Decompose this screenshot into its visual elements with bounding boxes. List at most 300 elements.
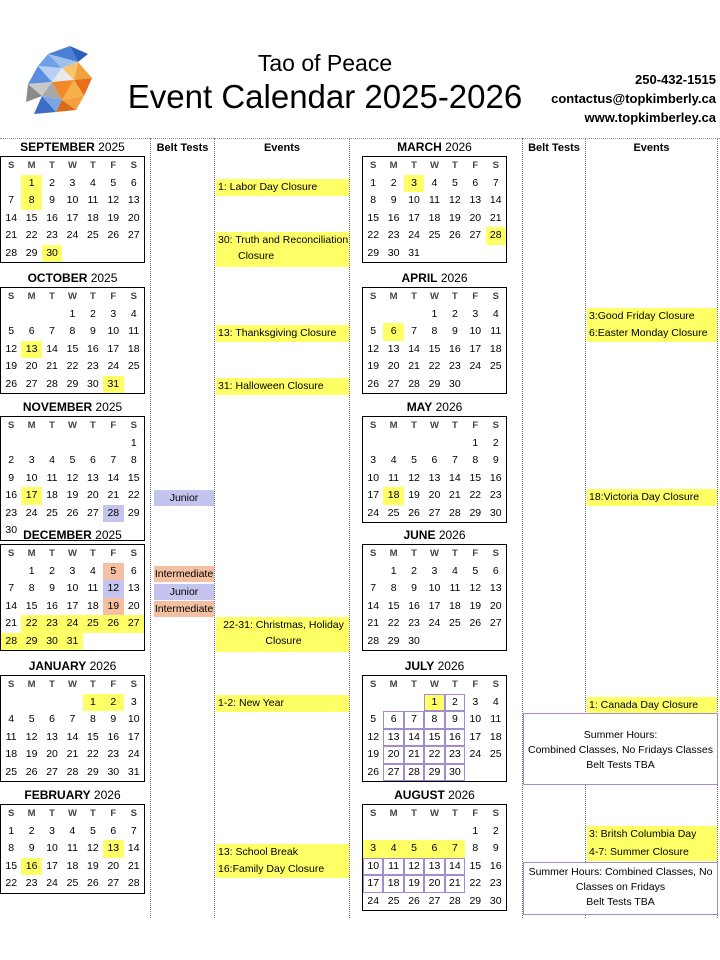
event-easter-monday: 6:Easter Monday Closure	[587, 325, 717, 342]
weekday-label: M	[27, 291, 36, 302]
event-thanksgiving: 13: Thanksgiving Closure	[216, 325, 349, 342]
day-cell: 12	[367, 730, 380, 743]
day-cell: 19	[25, 748, 38, 760]
day-cell: 25	[83, 615, 103, 633]
week-row	[363, 823, 506, 841]
weekday-label: T	[89, 679, 96, 690]
day-cell: 18	[383, 875, 403, 893]
day-cell: 24	[367, 894, 380, 907]
day-cell: 9	[8, 471, 15, 484]
events-header-left: Events	[263, 142, 301, 154]
month-name: JANUARY	[28, 659, 87, 673]
empty-day-cell	[124, 376, 144, 394]
weekday-header-row	[1, 676, 144, 694]
empty-day-cell	[486, 376, 506, 394]
events-header-right: Events	[633, 142, 670, 154]
day-cell: 11	[388, 471, 400, 484]
weekday-label: T	[49, 548, 55, 559]
day-cell: 16	[46, 599, 58, 612]
day-cell: 8	[21, 192, 41, 210]
day-cell: 1	[370, 176, 377, 189]
month-grid	[362, 416, 507, 523]
weekday-label: M	[389, 291, 398, 302]
day-cell: 15	[25, 211, 38, 224]
empty-day-cell	[124, 245, 144, 263]
week-row	[363, 245, 506, 263]
week-row	[1, 598, 144, 616]
day-cell: 18	[428, 211, 441, 224]
day-cell: 21	[5, 229, 18, 241]
day-cell: 20	[127, 599, 140, 612]
day-cell: 11	[87, 194, 99, 206]
day-cell: 29	[87, 765, 99, 778]
weekday-label: T	[49, 808, 55, 819]
day-cell: 29	[469, 894, 482, 907]
weekday-label: T	[411, 160, 417, 171]
week-row	[363, 633, 506, 651]
weekday-label: M	[27, 808, 36, 819]
day-cell: 2	[390, 176, 397, 189]
day-cell: 7	[411, 325, 417, 337]
empty-day-cell	[363, 694, 383, 712]
day-cell: 1	[424, 694, 444, 712]
day-cell: 15	[127, 471, 140, 484]
day-cell: 25	[87, 229, 99, 241]
day-cell: 9	[492, 842, 499, 854]
empty-day-cell	[424, 633, 444, 651]
empty-day-cell	[465, 245, 485, 263]
month-name: AUGUST	[394, 788, 445, 802]
day-cell: 3	[472, 695, 479, 708]
day-cell: 2	[8, 454, 15, 466]
event-summer-closure: 4-7: Summer Closure	[587, 844, 717, 861]
weekday-header-row	[363, 545, 506, 563]
week-row	[1, 840, 144, 858]
day-cell: 20	[46, 748, 58, 760]
day-cell: 10	[367, 471, 380, 484]
day-cell: 5	[370, 713, 377, 725]
day-cell: 15	[469, 471, 482, 484]
day-cell: 12	[25, 730, 38, 743]
day-cell: 20	[383, 746, 403, 764]
week-row	[363, 470, 506, 488]
day-cell: 18	[383, 487, 403, 505]
weekday-label: M	[389, 160, 398, 171]
week-row	[1, 858, 144, 876]
column-divider	[585, 138, 586, 918]
day-cell: 5	[404, 840, 424, 858]
day-cell: 18	[489, 730, 502, 743]
day-cell: 30	[42, 245, 62, 263]
weekday-header-row	[363, 805, 506, 823]
empty-day-cell	[424, 435, 444, 453]
day-cell: 21	[46, 360, 58, 372]
month-year: 2025	[92, 400, 123, 414]
day-cell: 18	[127, 342, 140, 355]
month-year: 2025	[91, 528, 122, 542]
week-row	[1, 580, 144, 598]
day-cell: 19	[469, 599, 482, 612]
month-title	[362, 787, 507, 804]
day-cell: 7	[451, 454, 458, 466]
weekday-label: S	[8, 291, 15, 302]
weekday-label: T	[49, 420, 55, 431]
website-link[interactable]: www.topkimberley.ca	[584, 110, 716, 125]
day-cell: 3	[431, 564, 438, 577]
event-text-line: 30: Truth and Reconciliation	[218, 234, 349, 246]
weekday-label: S	[492, 160, 499, 171]
day-cell: 1	[472, 824, 479, 837]
week-row	[1, 323, 144, 341]
month-title	[0, 270, 145, 287]
day-cell: 17	[367, 489, 380, 501]
week-row	[363, 210, 506, 228]
day-cell: 17	[66, 599, 79, 612]
day-cell: 24	[367, 506, 380, 519]
week-row	[1, 306, 144, 324]
day-cell: 17	[363, 875, 383, 893]
weekday-label: S	[8, 808, 15, 819]
day-cell: 20	[107, 859, 120, 872]
empty-day-cell	[445, 823, 465, 841]
belt-tests-header-right: Belt Tests	[528, 142, 580, 154]
weekday-label: W	[429, 420, 439, 431]
empty-day-cell	[124, 633, 144, 651]
day-cell: 3	[28, 454, 35, 466]
weekday-label: M	[27, 679, 36, 690]
day-cell: 20	[127, 211, 140, 224]
day-cell: 23	[46, 229, 58, 241]
day-cell: 11	[87, 582, 99, 594]
day-cell: 1	[431, 307, 438, 320]
month-year: 2026	[432, 400, 463, 414]
day-cell: 27	[87, 506, 99, 519]
weekday-label: F	[472, 291, 479, 302]
weekday-label: T	[411, 291, 417, 302]
day-cell: 30	[42, 633, 62, 651]
day-cell: 10	[46, 842, 58, 854]
day-cell: 11	[490, 325, 502, 337]
day-cell: 10	[127, 713, 140, 725]
empty-day-cell	[363, 306, 383, 324]
weekday-label: M	[27, 420, 36, 431]
month-title	[362, 399, 507, 416]
week-row	[1, 227, 144, 245]
column-divider	[150, 138, 151, 918]
day-cell: 13	[21, 341, 41, 359]
week-row	[1, 435, 144, 453]
day-cell: 31	[103, 376, 123, 394]
day-cell: 7	[110, 454, 117, 466]
day-cell: 10	[363, 858, 383, 876]
day-cell: 19	[5, 360, 18, 372]
week-row	[363, 175, 506, 193]
day-cell: 25	[387, 506, 400, 519]
belt-test-intermediate: Intermediate	[154, 603, 214, 615]
week-row	[363, 505, 506, 523]
event-labor-day: 1: Labor Day Closure	[216, 179, 349, 196]
day-cell: 12	[87, 842, 99, 854]
day-cell: 2	[445, 694, 465, 712]
weekday-label: S	[130, 679, 137, 690]
day-cell: 26	[408, 506, 420, 519]
day-cell: 5	[69, 454, 76, 466]
month-grid	[0, 287, 145, 394]
empty-day-cell	[404, 435, 424, 453]
day-cell: 22	[367, 229, 380, 241]
day-cell: 2	[103, 694, 123, 712]
day-cell: 6	[472, 176, 479, 189]
day-cell: 15	[428, 342, 441, 355]
day-cell: 16	[489, 471, 502, 484]
month-title	[362, 527, 507, 544]
day-cell: 6	[383, 711, 403, 729]
month-name: JUNE	[403, 528, 436, 542]
day-cell: 7	[445, 840, 465, 858]
day-cell: 6	[492, 564, 499, 577]
summer-hours-note-august	[523, 862, 718, 915]
weekday-label: T	[49, 160, 55, 171]
day-cell: 23	[87, 360, 99, 372]
day-cell: 11	[46, 471, 58, 484]
day-cell: 23	[445, 746, 465, 764]
day-cell: 23	[42, 615, 62, 633]
day-cell: 24	[127, 748, 140, 760]
day-cell: 19	[103, 598, 123, 616]
month-name: DECEMBER	[23, 528, 92, 542]
day-cell: 19	[87, 859, 99, 872]
empty-day-cell	[404, 694, 424, 712]
empty-day-cell	[486, 633, 506, 651]
day-cell: 13	[424, 858, 444, 876]
week-row	[1, 245, 144, 263]
day-cell: 20	[424, 875, 444, 893]
empty-day-cell	[486, 764, 506, 782]
day-cell: 16	[21, 858, 41, 876]
day-cell: 10	[66, 194, 79, 206]
event-good-friday: 3:Good Friday Closure	[587, 308, 717, 325]
day-cell: 22	[428, 360, 441, 372]
day-cell: 11	[383, 858, 403, 876]
empty-day-cell	[383, 694, 403, 712]
day-cell: 15	[25, 599, 38, 612]
day-cell: 24	[66, 229, 79, 241]
event-halloween: 31: Halloween Closure	[216, 378, 349, 395]
day-cell: 30	[87, 377, 99, 390]
event-text-line: 22-31: Christmas, Holiday	[223, 619, 344, 631]
weekday-label: S	[370, 291, 377, 302]
week-row	[363, 840, 506, 858]
day-cell: 10	[25, 471, 38, 484]
day-cell: 20	[469, 211, 482, 224]
day-cell: 20	[428, 489, 441, 501]
day-cell: 4	[492, 695, 499, 708]
month-year: 2026	[86, 659, 117, 673]
day-cell: 14	[449, 471, 461, 484]
empty-day-cell	[83, 435, 103, 453]
weekday-header-row	[1, 805, 144, 823]
day-cell: 16	[489, 859, 502, 872]
day-cell: 6	[89, 454, 96, 466]
day-cell: 28	[66, 765, 79, 778]
event-bc-day: 3: Britsh Columbia Day	[587, 826, 717, 844]
note-line: Summer Hours:	[583, 729, 658, 741]
weekday-label: S	[370, 160, 377, 171]
day-cell: 25	[127, 360, 140, 372]
day-cell: 8	[472, 842, 479, 854]
empty-day-cell	[62, 245, 82, 263]
month-grid	[0, 156, 145, 263]
note-line: Classes on Fridays	[575, 881, 666, 893]
day-cell: 13	[127, 194, 140, 206]
day-cell: 16	[445, 729, 465, 747]
day-cell: 5	[8, 325, 15, 337]
week-row	[1, 505, 144, 523]
event-christmas	[216, 617, 349, 652]
day-cell: 19	[404, 875, 424, 893]
week-row	[363, 711, 506, 729]
day-cell: 29	[367, 246, 380, 259]
month-grid	[0, 416, 145, 541]
day-cell: 8	[424, 711, 444, 729]
week-row	[1, 711, 144, 729]
week-row	[1, 341, 144, 359]
weekday-label: S	[492, 548, 499, 559]
day-cell: 26	[408, 894, 420, 907]
weekday-label: W	[429, 291, 439, 302]
day-cell: 21	[404, 746, 424, 764]
day-cell: 5	[110, 176, 117, 189]
week-row	[363, 893, 506, 911]
day-cell: 10	[66, 582, 79, 594]
weekday-label: F	[110, 808, 117, 819]
column-divider	[214, 138, 215, 918]
month-title	[0, 139, 145, 156]
weekday-label: T	[451, 808, 458, 819]
day-cell: 22	[469, 489, 482, 501]
weekday-label: W	[67, 808, 77, 819]
week-row	[363, 192, 506, 210]
weekday-label: T	[411, 420, 417, 431]
empty-day-cell	[21, 306, 41, 324]
event-truth-reconciliation	[216, 232, 349, 267]
day-cell: 21	[5, 617, 18, 629]
day-cell: 1	[390, 564, 397, 577]
day-cell: 14	[127, 842, 140, 854]
day-cell: 25	[489, 360, 502, 372]
day-cell: 21	[489, 211, 502, 224]
day-cell: 25	[46, 506, 58, 519]
day-cell: 26	[449, 229, 461, 241]
weekday-label: F	[110, 679, 117, 690]
day-cell: 8	[28, 582, 35, 594]
weekday-label: S	[492, 808, 499, 819]
weekday-label: M	[389, 420, 398, 431]
day-cell: 17	[469, 342, 482, 355]
day-cell: 8	[370, 194, 377, 206]
contact-email[interactable]: contactus@topkimberly.ca	[551, 91, 716, 106]
week-row	[363, 580, 506, 598]
day-cell: 21	[408, 360, 420, 372]
note-line: Belt Tests TBA	[586, 896, 655, 908]
day-cell: 12	[469, 582, 482, 594]
day-cell: 1	[8, 824, 15, 837]
day-cell: 16	[87, 342, 99, 355]
day-cell: 15	[387, 599, 400, 612]
day-cell: 30	[489, 894, 502, 907]
weekday-label: S	[130, 420, 137, 431]
weekday-label: T	[89, 420, 96, 431]
day-cell: 23	[489, 489, 502, 501]
day-cell: 2	[28, 824, 35, 837]
day-cell: 30	[387, 246, 400, 259]
day-cell: 9	[411, 582, 417, 594]
empty-day-cell	[445, 245, 465, 263]
day-cell: 27	[428, 894, 441, 907]
day-cell: 26	[107, 229, 120, 241]
day-cell: 7	[69, 713, 76, 725]
month-title	[0, 527, 145, 544]
weekday-label: T	[451, 679, 458, 690]
day-cell: 8	[130, 454, 137, 466]
day-cell: 6	[424, 840, 444, 858]
empty-day-cell	[83, 245, 103, 263]
weekday-label: T	[451, 420, 458, 431]
empty-day-cell	[83, 633, 103, 651]
week-row	[1, 358, 144, 376]
week-row	[363, 875, 506, 893]
day-cell: 6	[28, 325, 35, 337]
empty-day-cell	[1, 694, 21, 712]
day-cell: 26	[103, 615, 123, 633]
empty-day-cell	[465, 633, 485, 651]
day-cell: 18	[66, 859, 79, 872]
day-cell: 15	[469, 859, 482, 872]
event-victoria-day: 18:Victoria Day Closure	[587, 489, 717, 506]
day-cell: 24	[107, 360, 120, 372]
day-cell: 13	[428, 471, 441, 484]
weekday-header-row	[1, 545, 144, 563]
day-cell: 9	[451, 325, 458, 337]
month-year: 2025	[87, 271, 118, 285]
day-cell: 27	[387, 377, 400, 390]
weekday-label: W	[67, 160, 77, 171]
weekday-label: S	[130, 808, 137, 819]
day-cell: 28	[404, 764, 424, 782]
empty-day-cell	[445, 435, 465, 453]
summer-hours-note-july	[523, 713, 718, 785]
day-cell: 4	[89, 564, 96, 577]
day-cell: 15	[87, 730, 99, 743]
weekday-label: F	[472, 679, 479, 690]
day-cell: 15	[66, 342, 79, 355]
week-row	[1, 175, 144, 193]
weekday-label: T	[451, 160, 458, 171]
day-cell: 22	[21, 615, 41, 633]
empty-day-cell	[103, 245, 123, 263]
month-grid	[0, 675, 145, 782]
weekday-label: S	[492, 291, 499, 302]
weekday-label: S	[8, 160, 15, 171]
day-cell: 12	[404, 858, 424, 876]
day-cell: 28	[103, 505, 123, 523]
weekday-label: T	[89, 808, 96, 819]
day-cell: 14	[408, 342, 420, 355]
day-cell: 16	[5, 489, 18, 501]
day-cell: 14	[46, 342, 58, 355]
day-cell: 8	[390, 582, 397, 594]
day-cell: 14	[66, 730, 79, 743]
